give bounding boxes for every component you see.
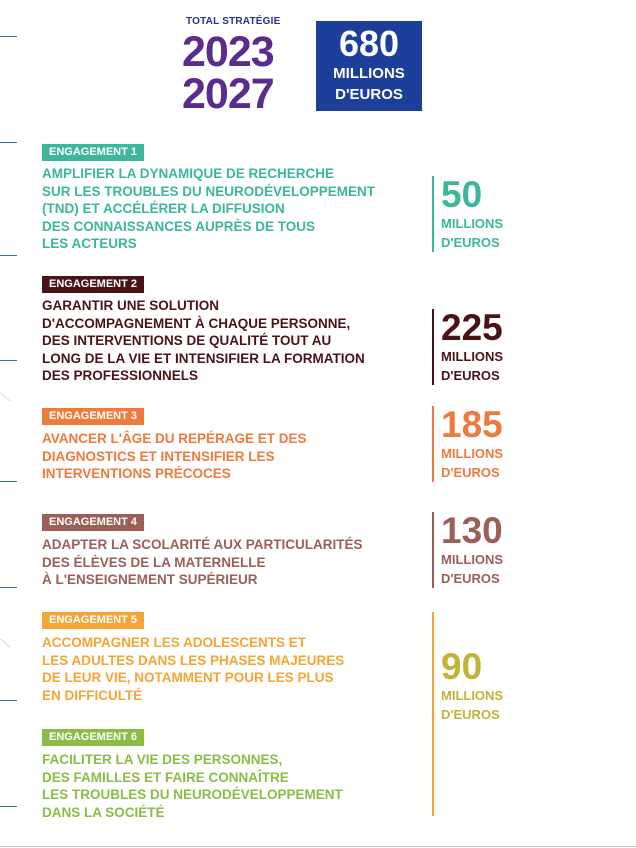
engagement-3-badge: ENGAGEMENT 3: [42, 408, 144, 425]
engagement-6-badge: ENGAGEMENT 6: [42, 729, 144, 746]
title-line: DES CONNAISSANCES AUPRÈS DE TOUS: [42, 218, 316, 234]
title-line: ADAPTER LA SCOLARITÉ AUX PARTICULARITÉS: [42, 537, 363, 552]
amount-unit-line1: MILLIONS: [441, 216, 504, 231]
amount-value: 50: [441, 174, 483, 215]
engagement-3-title: [42, 430, 307, 483]
amount-unit-line2: D'EUROS: [441, 465, 500, 480]
title-line: À L'ENSEIGNEMENT SUPÉRIEUR: [42, 572, 258, 587]
amount-unit-line2: D'EUROS: [441, 368, 500, 383]
amount-4: [441, 512, 503, 588]
amount-unit-line1: MILLIONS: [441, 552, 504, 567]
title-line: D'ACCOMPAGNEMENT À CHAQUE PERSONNE,: [42, 315, 351, 331]
engagement-4-badge: ENGAGEMENT 4: [42, 514, 144, 531]
margin-tick: [0, 36, 17, 37]
title-line: DES FAMILLES ET FAIRE CONNAÎTRE: [42, 769, 289, 785]
title-line: DES INTERVENTIONS DE QUALITÉ TOUT AU: [42, 333, 332, 348]
title-line: LES ACTEURS: [42, 236, 137, 251]
margin-tick: [0, 481, 17, 482]
total-unit-line2: D'EUROS: [335, 86, 403, 103]
year-end: 2027: [182, 70, 274, 118]
title-line: DES ÉLÈVES DE LA MATERNELLE: [42, 554, 266, 570]
decorative-line: [0, 638, 11, 648]
margin-tick: [0, 700, 17, 701]
title-line: EN DIFFICULTÉ: [42, 687, 143, 703]
amount-3-divider: [432, 406, 434, 482]
engagement-2-title: [42, 297, 365, 385]
amount-5: [441, 648, 503, 724]
title-line: FACILITER LA VIE DES PERSONNES,: [42, 752, 283, 767]
header-subtitle: TOTAL STRATÉGIE: [186, 16, 281, 27]
year-start: 2023: [182, 28, 274, 76]
margin-tick: [0, 360, 17, 361]
title-line: AMPLIFIER LA DYNAMIQUE DE RECHERCHE: [42, 166, 335, 181]
title-line: (TND) ET ACCÉLÉRER LA DIFFUSION: [42, 201, 285, 216]
amount-2: [441, 309, 503, 385]
amount-4-divider: [432, 512, 434, 588]
title-line: LES TROUBLES DU NEURODÉVELOPPEMENT: [42, 787, 343, 802]
title-line: GARANTIR UNE SOLUTION: [42, 298, 219, 313]
title-line: DIAGNOSTICS ET INTENSIFIER LES: [42, 448, 275, 464]
margin-tick: [0, 255, 17, 256]
amount-3: [441, 406, 503, 482]
total-amount-box: [316, 21, 422, 111]
amount-unit-line2: D'EUROS: [441, 571, 500, 586]
margin-tick: [0, 806, 17, 807]
amount-unit-line1: MILLIONS: [441, 446, 504, 461]
amount-value: 90: [441, 646, 483, 687]
engagement-5-title: [42, 634, 344, 704]
total-unit-line1: MILLIONS: [333, 65, 405, 82]
title-line: SUR LES TROUBLES DU NEURODÉVELOPPEMENT: [42, 183, 376, 199]
title-line: LONG DE LA VIE ET INTENSIFIER LA FORMATION: [42, 350, 365, 366]
title-line: DANS LA SOCIÉTÉ: [42, 804, 165, 820]
decorative-line: [0, 392, 11, 402]
engagement-5-badge: ENGAGEMENT 5: [42, 612, 144, 629]
amount-5-divider: [432, 612, 434, 816]
title-line: LES ADULTES DANS LES PHASES MAJEURES: [42, 652, 345, 668]
amount-1-divider: [432, 176, 434, 252]
engagement-6-title: [42, 751, 343, 821]
amount-2-divider: [432, 309, 434, 385]
total-amount: 680: [338, 23, 400, 64]
title-line: DE LEUR VIE, NOTAMMENT POUR LES PLUS: [42, 670, 334, 685]
engagement-1-title: [42, 165, 375, 253]
amount-unit-line2: D'EUROS: [441, 235, 500, 250]
amount-unit-line1: MILLIONS: [441, 349, 504, 364]
engagement-1-badge: ENGAGEMENT 1: [42, 144, 144, 161]
amount-unit-line2: D'EUROS: [441, 707, 500, 722]
title-line: AVANCER L'ÂGE DU REPÉRAGE ET DES: [42, 431, 307, 446]
engagement-4-title: [42, 536, 363, 589]
title-line: ACCOMPAGNER LES ADOLESCENTS ET: [42, 635, 307, 650]
amount-unit-line1: MILLIONS: [441, 688, 504, 703]
amount-value: 225: [441, 307, 503, 348]
title-line: INTERVENTIONS PRÉCOCES: [42, 466, 231, 481]
title-line: DES PROFESSIONNELS: [42, 368, 199, 383]
margin-tick: [0, 142, 17, 143]
margin-tick: [0, 587, 17, 588]
amount-value: 130: [441, 510, 503, 551]
engagement-2-badge: ENGAGEMENT 2: [42, 276, 144, 293]
bottom-divider: [0, 846, 636, 847]
amount-value: 185: [441, 404, 503, 445]
amount-1: [441, 176, 503, 252]
